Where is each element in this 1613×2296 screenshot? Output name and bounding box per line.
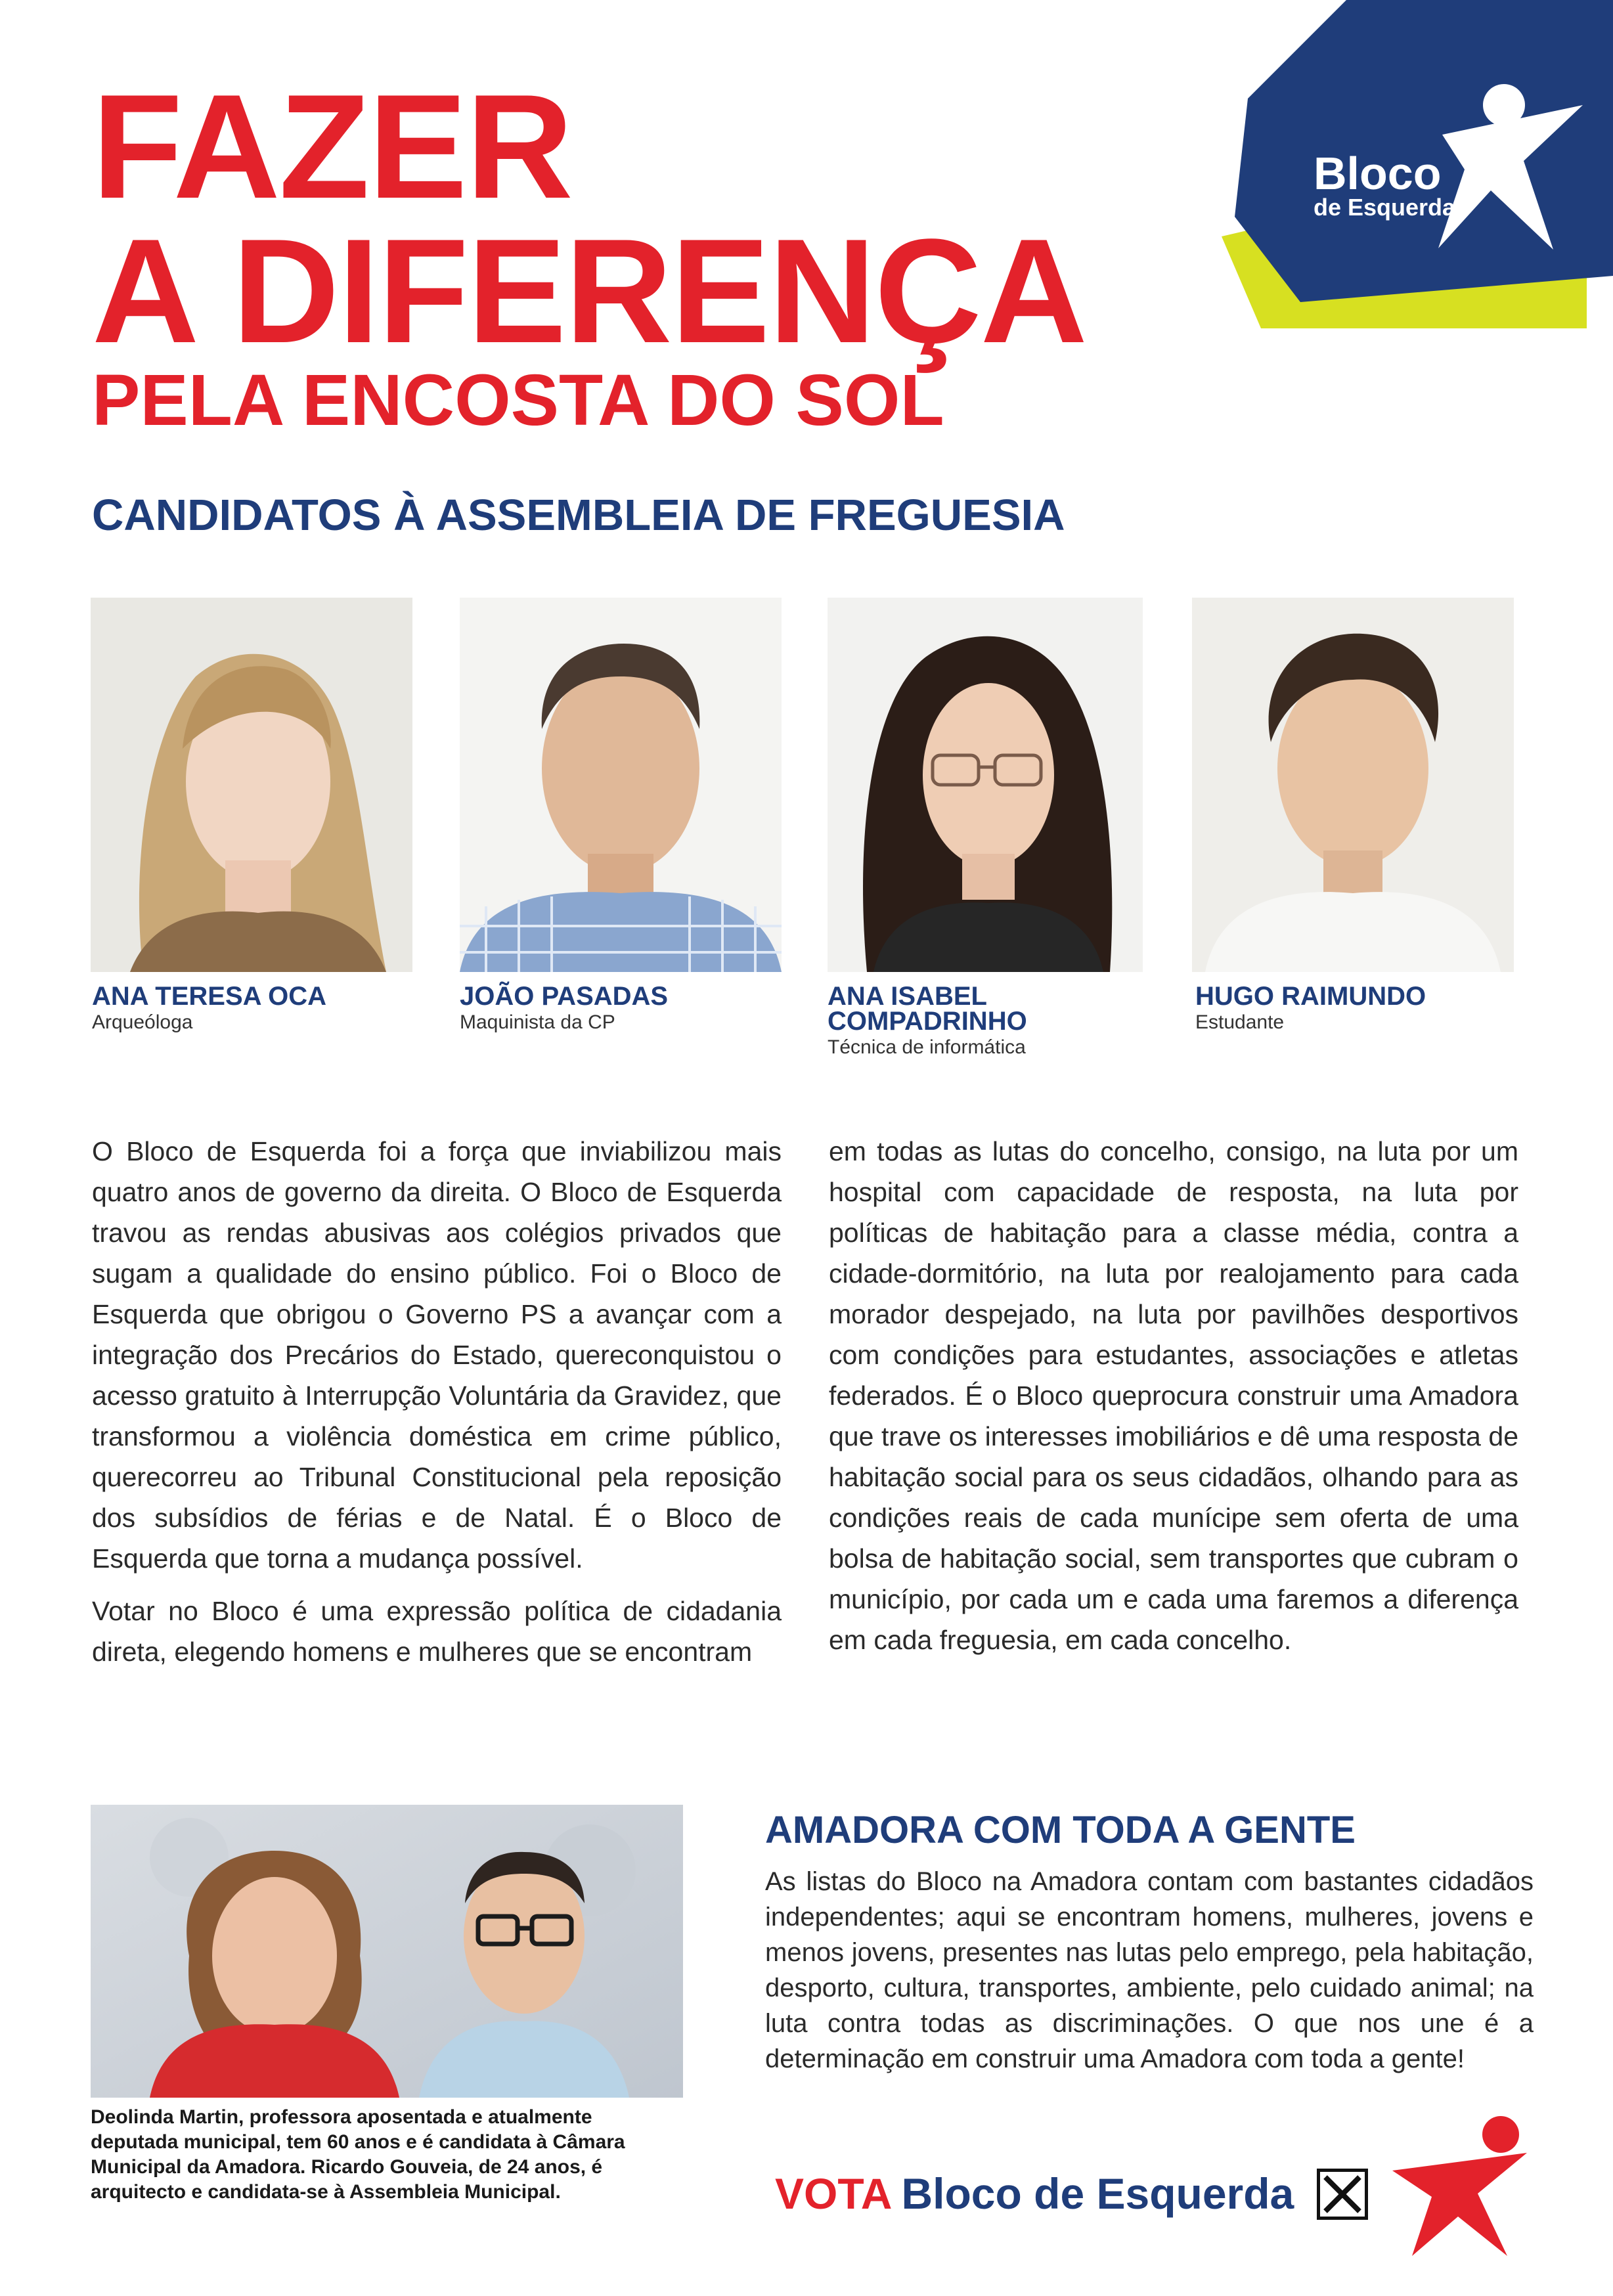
article-left-column	[92, 1131, 782, 1684]
candidates-heading: CANDIDATOS À ASSEMBLEIA DE FREGUESIA	[92, 491, 1065, 540]
candidate-name: JOÃO PASADAS	[460, 982, 669, 1011]
candidate-name: ANA ISABEL COMPADRINHO	[828, 982, 1027, 1036]
red-star-figure-icon	[1386, 2108, 1537, 2259]
vote-word: VOTA	[775, 2169, 893, 2218]
amadora-body: As listas do Bloco na Amadora contam com bastantes cidadãos independentes; aqui se encontram homens, mulheres, jovens e menos jovens, presentes nas lutas pelo emprego, pela habitação, desporto, cultura, transportes, ambiente, pelo cuidado animal; na luta contra todas as discriminações. O que nos une é a determinação em construir uma Amadora com toda a gente!	[765, 1867, 1534, 2073]
candidate-name: HUGO RAIMUNDO	[1195, 982, 1426, 1011]
bloco-logo	[1195, 0, 1613, 328]
headline-line-3: PELA ENCOSTA DO SOL	[92, 360, 944, 441]
headline-line-2: A DIFERENÇA	[92, 208, 1086, 374]
candidate-role: Técnica de informática	[828, 1036, 1026, 1058]
article-paragraph: O Bloco de Esquerda foi a força que inviabilizou mais quatro anos de governo da direita. O Bloco de Esquerda travou as rendas abusivas aos colégios privados que sugam a qualidade do ensino público. Foi o Bloco de Esquerda que obrigou o Governo PS a avançar com a integração dos Precários do Estado, quereconquistou o acesso gratuito à Interrupção Voluntária da Gravidez, que transformou a violência doméstica em crime público, querecorreu ao Tribunal Constitucional pela reposição dos subsídios de férias e de Natal. É o Bloco de Esquerda que torna a mudança possível.	[92, 1136, 782, 1574]
candidate-3	[828, 984, 1156, 1059]
candidate-4	[1195, 984, 1524, 1034]
article-right-column	[829, 1131, 1518, 1672]
candidate-role: Estudante	[1195, 1011, 1285, 1033]
headline-line-1: FAZER	[92, 63, 572, 229]
candidate-name: ANA TERESA OCA	[92, 982, 327, 1011]
vote-party: Bloco de Esquerda	[901, 2169, 1294, 2218]
logo-subname: de Esquerda	[1314, 194, 1456, 221]
candidate-role: Arqueóloga	[92, 1011, 193, 1033]
logo-name: Bloco	[1314, 148, 1442, 199]
article-paragraph: em todas as lutas do concelho, consigo, na luta por um hospital com capacidade de resposta, na luta por políticas de habitação para a classe média, contra a cidade-dormitório, na luta por realojamento para cada morador despejado, na luta por pavilhões desportivos com condições para estudantes, associações e atletas federados. É o Bloco queprocura construir uma Amadora que trave os interesses imobiliários e dê uma resposta de habitação social para os seus cidadãos, olhando para as condições reais de cada munícipe sem oferta de uma bolsa de habitação social, sem transportes que cubram o município, por cada um e cada uma faremos a diferença em cada freguesia, em cada concelho.	[829, 1136, 1518, 1655]
article-paragraph: Votar no Bloco é uma expressão política de cidadania direta, elegendo homens e mulheres que se encontram	[92, 1596, 782, 1667]
amadora-heading: AMADORA COM TODA A GENTE	[765, 1809, 1356, 1851]
candidate-photo-3	[828, 598, 1143, 972]
candidate-role: Maquinista da CP	[460, 1011, 615, 1033]
candidate-photo-1	[91, 598, 412, 972]
promo-caption: Deolinda Martin, professora aposentada e atualmente deputada municipal, tem 60 anos e é candidata à Câmara Municipal da Amadora. Ricardo Gouveia, de 24 anos, é arquitecto e candidata-se à Assembleia Municipal.	[91, 2106, 625, 2203]
candidate-photo-4	[1192, 598, 1514, 972]
candidate-2	[460, 984, 788, 1034]
candidate-photo-2	[460, 598, 782, 972]
ballot-box-icon	[1317, 2169, 1368, 2220]
vote-line	[775, 2161, 1294, 2226]
candidate-1	[92, 984, 420, 1034]
promo-photo	[91, 1805, 683, 2098]
